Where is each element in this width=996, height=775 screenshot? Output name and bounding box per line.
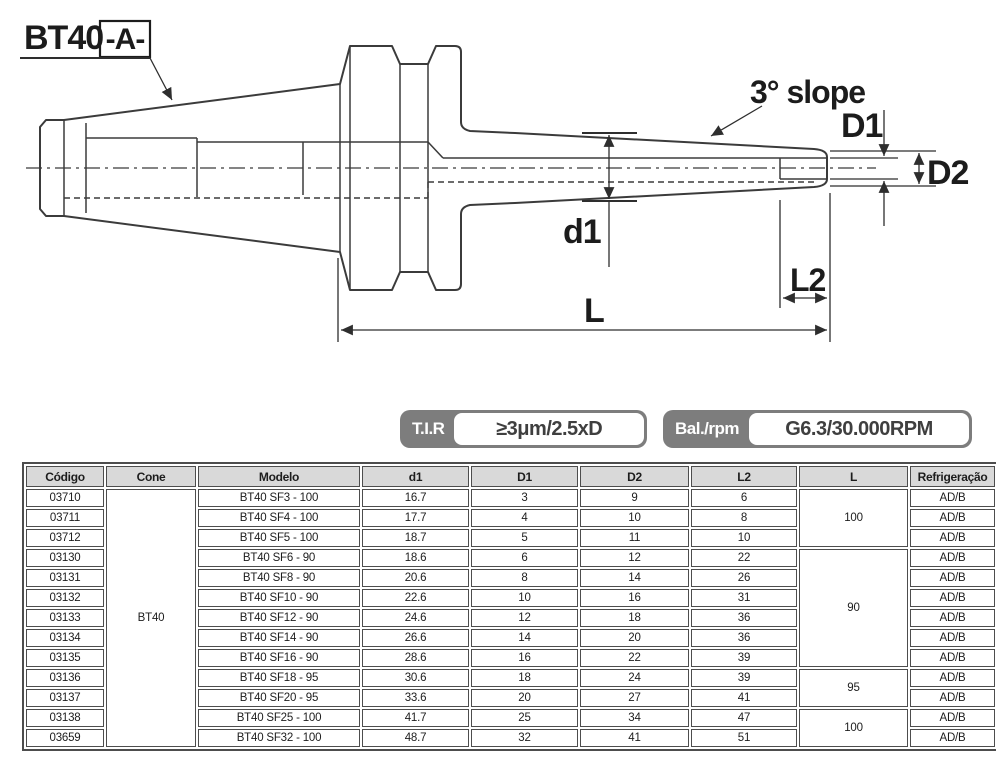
balance-badge-label: Bal./rpm	[675, 419, 740, 438]
col-header-4: D1	[471, 466, 578, 487]
D1-label: D1	[841, 107, 883, 145]
d1-label: d1	[563, 213, 601, 251]
cell-D1: 6	[471, 549, 578, 567]
cell-L: 90	[799, 549, 908, 667]
cell-L2: 41	[691, 689, 797, 707]
cell-D2: 10	[580, 509, 689, 527]
cell-L2: 47	[691, 709, 797, 727]
cell-refrigeracao: AD/B	[910, 669, 995, 687]
cell-L: 95	[799, 669, 908, 707]
cell-codigo: 03137	[26, 689, 104, 707]
col-header-0: Código	[26, 466, 104, 487]
cell-d1: 22.6	[362, 589, 469, 607]
cell-D1: 20	[471, 689, 578, 707]
L2-label: L2	[790, 262, 826, 298]
D1-dimension	[830, 107, 898, 226]
L-label: L	[584, 292, 604, 330]
col-header-1: Cone	[106, 466, 196, 487]
cell-L2: 39	[691, 669, 797, 687]
cell-codigo: 03131	[26, 569, 104, 587]
cell-codigo: 03712	[26, 529, 104, 547]
cell-L: 100	[799, 709, 908, 747]
cell-D2: 16	[580, 589, 689, 607]
cell-D2: 18	[580, 609, 689, 627]
slope-label: 3° slope	[750, 74, 866, 110]
cell-refrigeracao: AD/B	[910, 569, 995, 587]
bt40-callout	[20, 19, 172, 100]
cell-L2: 36	[691, 609, 797, 627]
cell-modelo: BT40 SF14 - 90	[198, 629, 360, 647]
cell-L2: 22	[691, 549, 797, 567]
balance-rpm-badge	[663, 410, 972, 448]
cell-D1: 18	[471, 669, 578, 687]
hidden-dashed-lines	[64, 182, 814, 198]
balance-badge-value: G6.3/30.000RPM	[749, 413, 969, 445]
cell-D1: 25	[471, 709, 578, 727]
cell-modelo: BT40 SF20 - 95	[198, 689, 360, 707]
col-header-5: D2	[580, 466, 689, 487]
cell-d1: 18.6	[362, 549, 469, 567]
spec-table-body	[26, 489, 995, 747]
table-header-row	[26, 466, 995, 487]
cell-modelo: BT40 SF6 - 90	[198, 549, 360, 567]
cell-modelo: BT40 SF3 - 100	[198, 489, 360, 507]
table-row	[26, 489, 995, 507]
cell-refrigeracao: AD/B	[910, 609, 995, 627]
cell-d1: 17.7	[362, 509, 469, 527]
cell-codigo: 03133	[26, 609, 104, 627]
cell-modelo: BT40 SF32 - 100	[198, 729, 360, 747]
cell-codigo: 03659	[26, 729, 104, 747]
cell-modelo: BT40 SF4 - 100	[198, 509, 360, 527]
cell-L2: 6	[691, 489, 797, 507]
cell-refrigeracao: AD/B	[910, 709, 995, 727]
cell-L2: 8	[691, 509, 797, 527]
col-header-2: Modelo	[198, 466, 360, 487]
cell-L2: 51	[691, 729, 797, 747]
cell-refrigeracao: AD/B	[910, 489, 995, 507]
cell-D2: 24	[580, 669, 689, 687]
cell-refrigeracao: AD/B	[910, 549, 995, 567]
cell-d1: 28.6	[362, 649, 469, 667]
cell-refrigeracao: AD/B	[910, 509, 995, 527]
cell-L2: 26	[691, 569, 797, 587]
L2-dimension	[780, 193, 830, 342]
cell-codigo: 03134	[26, 629, 104, 647]
cell-L2: 39	[691, 649, 797, 667]
cell-modelo: BT40 SF12 - 90	[198, 609, 360, 627]
spec-table	[22, 462, 996, 751]
cell-d1: 26.6	[362, 629, 469, 647]
cell-D2: 34	[580, 709, 689, 727]
cell-codigo: 03138	[26, 709, 104, 727]
cell-D2: 14	[580, 569, 689, 587]
cell-D2: 41	[580, 729, 689, 747]
col-header-6: L2	[691, 466, 797, 487]
cell-codigo: 03136	[26, 669, 104, 687]
cell-refrigeracao: AD/B	[910, 729, 995, 747]
cell-d1: 41.7	[362, 709, 469, 727]
cell-codigo: 03130	[26, 549, 104, 567]
col-header-3: d1	[362, 466, 469, 487]
cell-D1: 12	[471, 609, 578, 627]
cell-D1: 14	[471, 629, 578, 647]
cell-refrigeracao: AD/B	[910, 649, 995, 667]
cell-D1: 8	[471, 569, 578, 587]
cell-refrigeracao: AD/B	[910, 589, 995, 607]
cell-d1: 24.6	[362, 609, 469, 627]
cell-codigo: 03711	[26, 509, 104, 527]
cell-L2: 31	[691, 589, 797, 607]
cell-cone: BT40	[106, 489, 196, 747]
bt40-label: BT40	[24, 19, 104, 57]
cell-L2: 36	[691, 629, 797, 647]
cell-d1: 20.6	[362, 569, 469, 587]
cell-codigo: 03710	[26, 489, 104, 507]
col-header-8: Refrigeração	[910, 466, 995, 487]
cell-d1: 48.7	[362, 729, 469, 747]
cell-modelo: BT40 SF18 - 95	[198, 669, 360, 687]
cell-D1: 4	[471, 509, 578, 527]
cell-D2: 27	[580, 689, 689, 707]
col-header-7: L	[799, 466, 908, 487]
cell-modelo: BT40 SF8 - 90	[198, 569, 360, 587]
cell-codigo: 03132	[26, 589, 104, 607]
cell-D1: 32	[471, 729, 578, 747]
cell-refrigeracao: AD/B	[910, 529, 995, 547]
cell-modelo: BT40 SF25 - 100	[198, 709, 360, 727]
L-dimension	[338, 258, 827, 342]
cell-D1: 16	[471, 649, 578, 667]
tir-badge	[400, 410, 647, 448]
cell-codigo: 03135	[26, 649, 104, 667]
cell-refrigeracao: AD/B	[910, 689, 995, 707]
cell-modelo: BT40 SF16 - 90	[198, 649, 360, 667]
variant-label: -A-	[105, 23, 145, 56]
cell-D2: 22	[580, 649, 689, 667]
cell-modelo: BT40 SF5 - 100	[198, 529, 360, 547]
cell-modelo: BT40 SF10 - 90	[198, 589, 360, 607]
cell-D1: 5	[471, 529, 578, 547]
cell-D1: 10	[471, 589, 578, 607]
cell-D1: 3	[471, 489, 578, 507]
D2-dimension	[830, 151, 969, 192]
D2-label: D2	[927, 154, 969, 192]
tir-badge-value: ≥3μm/2.5xD	[454, 413, 644, 445]
cell-D2: 11	[580, 529, 689, 547]
cell-d1: 33.6	[362, 689, 469, 707]
cell-d1: 30.6	[362, 669, 469, 687]
tir-badge-label: T.I.R	[412, 419, 445, 438]
cell-d1: 18.7	[362, 529, 469, 547]
cell-d1: 16.7	[362, 489, 469, 507]
cell-D2: 12	[580, 549, 689, 567]
cell-L: 100	[799, 489, 908, 547]
cell-D2: 20	[580, 629, 689, 647]
cell-D2: 9	[580, 489, 689, 507]
cell-refrigeracao: AD/B	[910, 629, 995, 647]
cell-L2: 10	[691, 529, 797, 547]
